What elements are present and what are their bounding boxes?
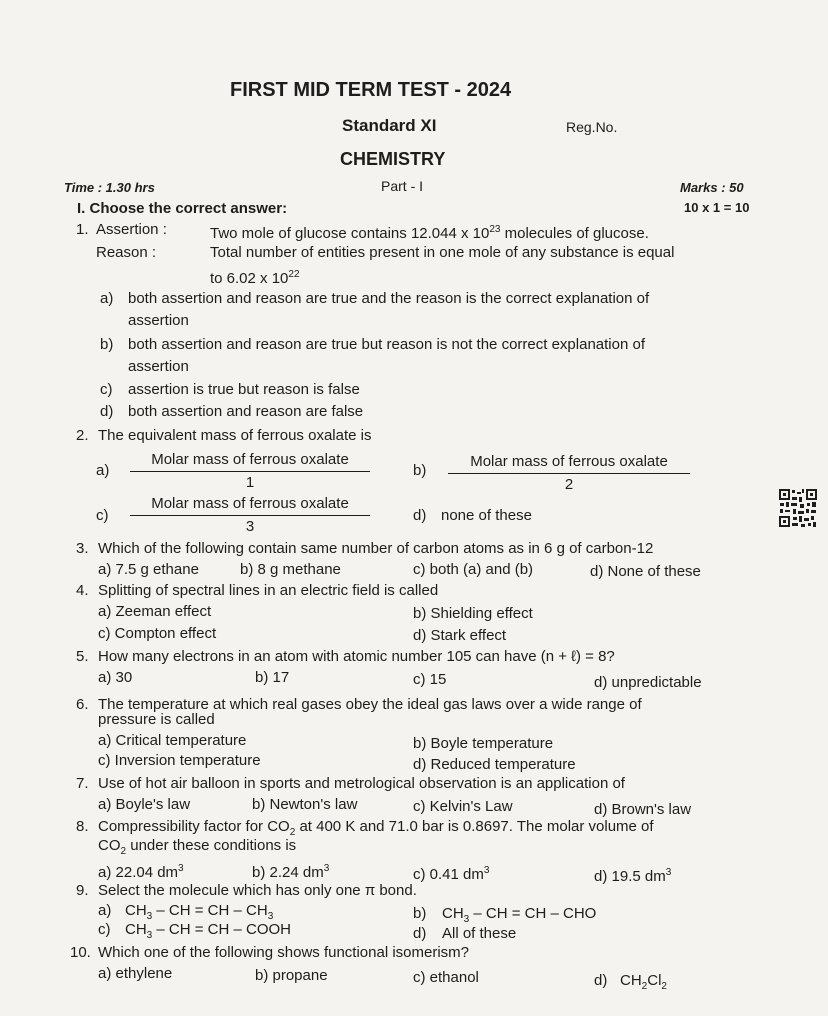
standard-label: Standard XI	[342, 116, 437, 135]
q6-question-line1: The temperature at which real gases obey the ideal gas laws over a wide range of	[98, 696, 642, 713]
q5-option-c: c) 15	[413, 671, 447, 688]
q10-option-d-label: d)	[594, 972, 608, 989]
q4-option-d: d) Stark effect	[413, 627, 507, 644]
q2-option-b-label: b)	[413, 462, 427, 479]
q2-option-a-fraction	[130, 451, 370, 492]
q9-option-a-label: a)	[98, 902, 112, 919]
marks-label: Marks : 50	[680, 180, 744, 195]
q7-option-a: a) Boyle's law	[98, 796, 191, 813]
q2-option-a-label: a)	[96, 462, 110, 479]
time-label: Time : 1.30 hrs	[64, 180, 155, 195]
q4-option-b: b) Shielding effect	[413, 605, 533, 622]
exam-title: FIRST MID TERM TEST - 2024	[230, 79, 512, 101]
q1-reason-line1: Total number of entities present in one mole of any substance is equal	[210, 244, 675, 261]
q1-assertion-label: Assertion :	[96, 221, 167, 238]
q8-question-line2: $CO_2$ under these conditions is	[98, 837, 297, 857]
fraction-numerator: Molar mass of ferrous oxalate	[130, 451, 370, 472]
q6-question-line2: pressure is called	[98, 711, 215, 728]
q5-option-a: a) 30	[98, 669, 133, 686]
fraction-denominator: 3	[245, 518, 255, 535]
q10-question: Which one of the following shows functional isomerism?	[98, 944, 470, 961]
q2-option-c-label: c)	[96, 507, 109, 524]
q8-number: 8.	[76, 818, 89, 835]
q1-number: 1.	[76, 221, 89, 238]
q5-option-d: d) unpredictable	[594, 674, 702, 691]
q7-number: 7.	[76, 775, 89, 792]
q1-option-b-line1: both assertion and reason are true but reason is not the correct explanation of	[128, 336, 645, 353]
q9-option-d: All of these	[442, 925, 517, 942]
q9-option-c-label: c)	[98, 921, 111, 938]
q1-assertion-text: Two mole of glucose contains 12.044 x $10^{23}$ molecules of glucose.	[210, 224, 649, 242]
q5-question: How many electrons in an atom with atomic number 105 can have (n + ℓ) = 8?	[98, 648, 615, 665]
q4-number: 4.	[76, 582, 89, 599]
q2-question: The equivalent mass of ferrous oxalate is	[98, 427, 372, 444]
q2-number: 2.	[76, 427, 89, 444]
q1-option-a-label: a)	[100, 290, 114, 307]
q4-option-a: a) Zeeman effect	[98, 603, 212, 620]
q10-option-d: $CH_2Cl_2$	[620, 972, 667, 992]
q10-option-c: c) ethanol	[413, 969, 479, 986]
q1-reason-label: Reason :	[96, 244, 157, 261]
q5-number: 5.	[76, 648, 89, 665]
q9-question: Select the molecule which has only one π bond.	[98, 882, 417, 899]
q3-number: 3.	[76, 540, 89, 557]
q3-question: Which of the following contain same number of carbon atoms as in 6 g of carbon-12	[98, 540, 654, 557]
q4-question: Splitting of spectral lines in an electric field is called	[98, 582, 439, 599]
fraction-numerator: Molar mass of ferrous oxalate	[130, 495, 370, 516]
q1-option-d: both assertion and reason are false	[128, 403, 364, 420]
q8-question-line1: Compressibility factor for $CO_2$ at 400 K and 71.0 bar is 0.8697. The molar volume of	[98, 818, 654, 838]
q6-option-b: b) Boyle temperature	[413, 735, 554, 752]
q9-number: 9.	[76, 882, 89, 899]
q9-option-c: $CH_3$ – CH = CH – COOH	[125, 921, 292, 941]
q2-option-c-fraction	[130, 495, 370, 536]
q10-option-a: a) ethylene	[98, 965, 173, 982]
qr-code	[778, 488, 818, 528]
q9-option-b-label: b)	[413, 905, 427, 922]
q7-option-c: c) Kelvin's Law	[413, 798, 513, 815]
q3-option-b: b) 8 g methane	[240, 561, 341, 578]
q8-option-c: c) 0.41 $dm^3$	[413, 865, 490, 883]
q6-option-c: c) Inversion temperature	[98, 752, 261, 769]
q6-number: 6.	[76, 696, 89, 713]
q2-option-d: none of these	[441, 507, 532, 524]
q1-option-a-line1: both assertion and reason are true and the reason is the correct explanation of	[128, 290, 650, 307]
q8-option-b: b) 2.24 $dm^3$	[252, 863, 330, 881]
q4-option-c: c) Compton effect	[98, 625, 217, 642]
q10-number: 10.	[70, 944, 91, 961]
q5-option-b: b) 17	[255, 669, 290, 686]
q1-option-b-line2: assertion	[128, 358, 189, 375]
fraction-denominator: 2	[564, 476, 574, 493]
q1-option-c-label: c)	[100, 381, 113, 398]
q2-option-d-label: d)	[413, 507, 427, 524]
q9-option-a: $CH_3$ – CH = CH – $CH_3$	[125, 902, 274, 922]
q1-option-c: assertion is true but reason is false	[128, 381, 360, 398]
section-instruction: I. Choose the correct answer:	[77, 200, 288, 217]
q7-option-b: b) Newton's law	[252, 796, 358, 813]
q7-option-d: d) Brown's law	[594, 801, 692, 818]
q1-option-a-line2: assertion	[128, 312, 189, 329]
q3-option-c: c) both (a) and (b)	[413, 561, 534, 578]
marks-calculation: 10 x 1 = 10	[684, 200, 750, 215]
q2-option-b-fraction	[448, 453, 690, 494]
q6-option-a: a) Critical temperature	[98, 732, 247, 749]
q9-option-b: $CH_3$ – CH = CH – CHO	[442, 905, 597, 925]
subject-title: CHEMISTRY	[340, 149, 446, 169]
fraction-denominator: 1	[245, 474, 255, 491]
q3-option-d: d) None of these	[590, 563, 701, 580]
part-label: Part - I	[381, 178, 424, 194]
q8-option-a: a) 22.04 $dm^3$	[98, 863, 184, 881]
q8-option-d: d) 19.5 $dm^3$	[594, 867, 672, 885]
q9-option-d-label: d)	[413, 925, 427, 942]
q3-option-a: a) 7.5 g ethane	[98, 561, 199, 578]
q1-option-d-label: d)	[100, 403, 114, 420]
q1-reason-line2: to 6.02 x $10^{22}$	[210, 269, 300, 287]
q1-option-b-label: b)	[100, 336, 114, 353]
q7-question: Use of hot air balloon in sports and metrological observation is an application of	[98, 775, 625, 792]
reg-no-label: Reg.No.	[566, 119, 618, 135]
fraction-numerator: Molar mass of ferrous oxalate	[448, 453, 690, 474]
q6-option-d: d) Reduced temperature	[413, 756, 576, 773]
q10-option-b: b) propane	[255, 967, 328, 984]
